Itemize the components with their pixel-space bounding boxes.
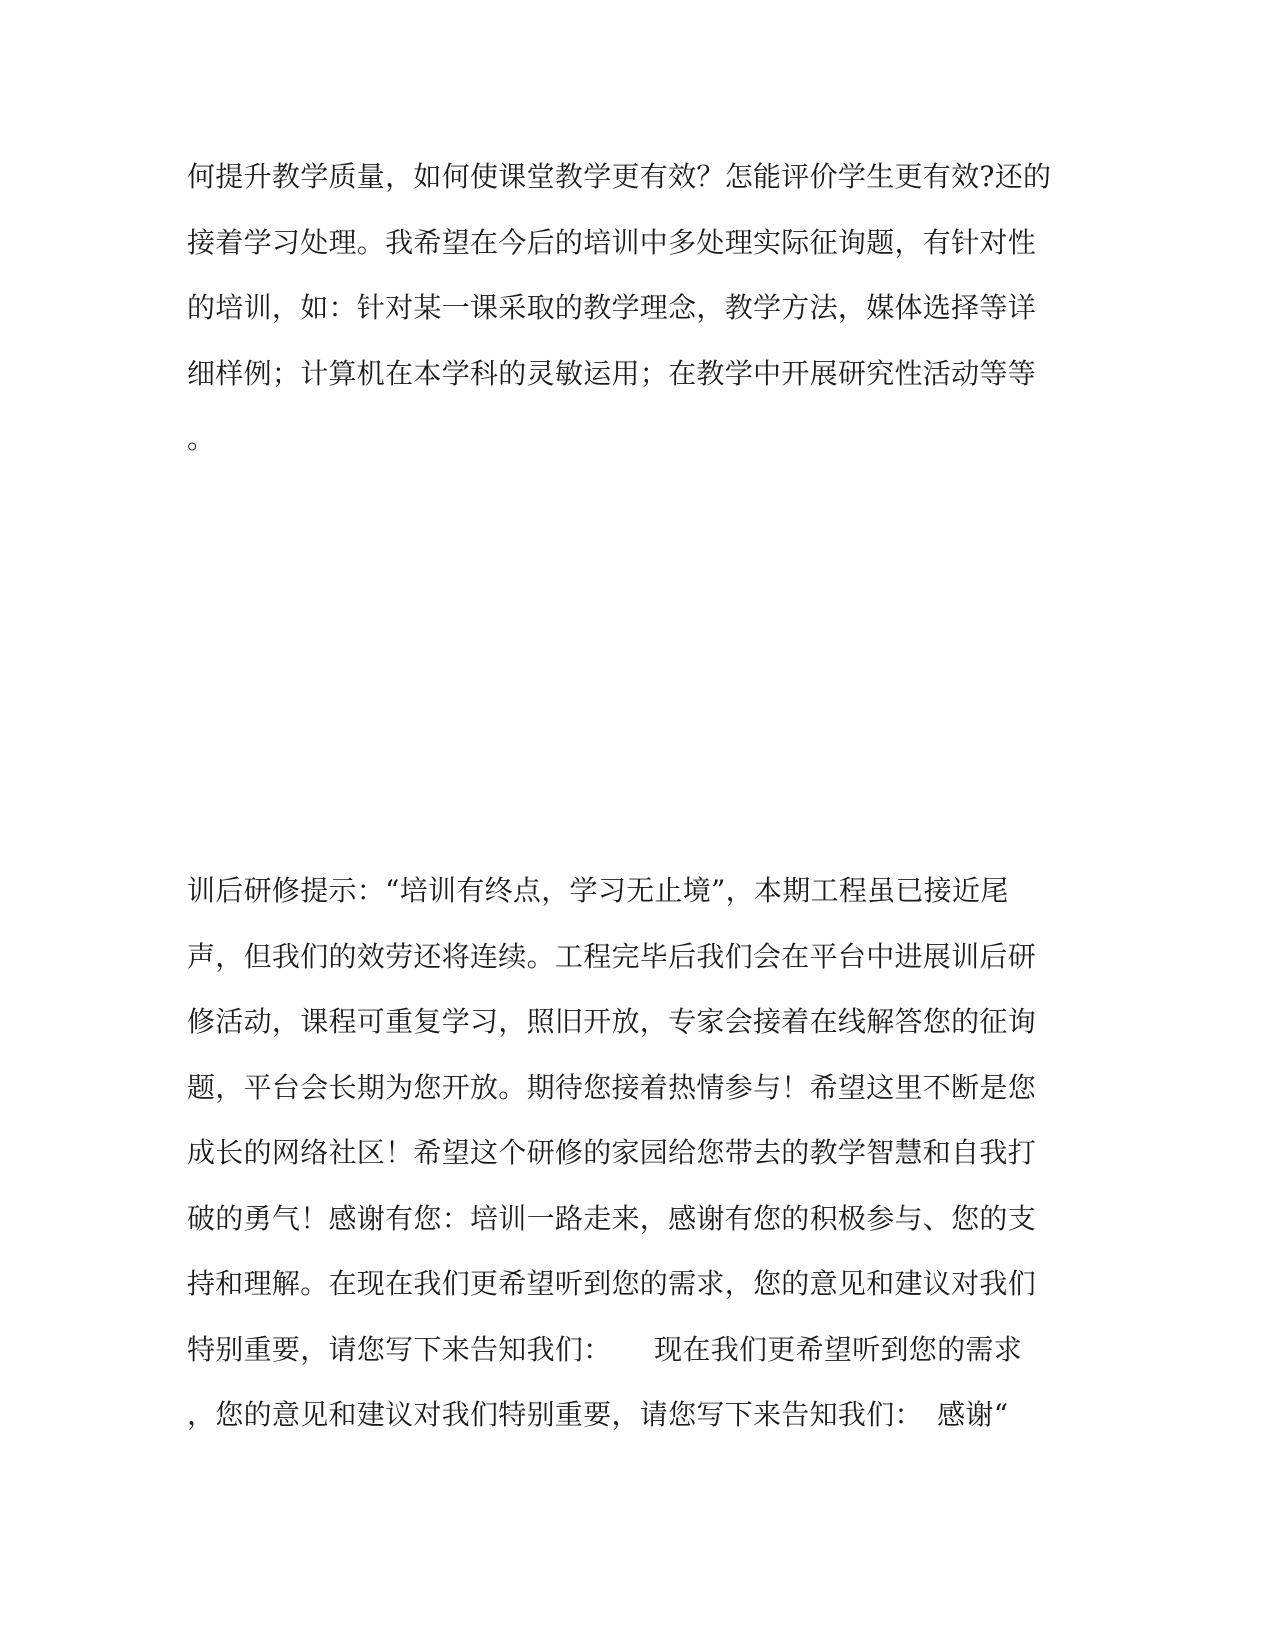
- text-line: 修活动，课程可重复学习，照旧开放，专家会接着在线解答您的征询: [187, 1005, 1037, 1038]
- text-line: 特别重要，请您写下来告知我们： 现在我们更希望听到您的需求: [187, 1332, 1023, 1366]
- text-line: 声，但我们的效劳还将连续。工程完毕后我们会在平台中进展训后研: [187, 939, 1037, 973]
- text-line: 。: [187, 422, 216, 455]
- paragraph-post-training-tips: [187, 871, 1077, 1461]
- text-line: 细样例；计算机在本学科的灵敏运用；在教学中开展研究性活动等等: [187, 356, 1037, 390]
- text-line: 题，平台会长期为您开放。期待您接着热情参与！希望这里不断是您: [187, 1070, 1037, 1104]
- text-line: 何提升教学质量，如何使课堂教学更有效？怎能评价学生更有效?还的: [187, 160, 1052, 193]
- text-line: 的培训，如：针对某一课采取的教学理念，教学方法，媒体选择等详: [187, 291, 1037, 324]
- text-line: 训后研修提示：“培训有终点，学习无止境”，本期工程虽已接近尾: [187, 874, 1009, 907]
- paragraph-teaching-quality: [187, 157, 1077, 485]
- text-line: ，您的意见和建议对我们特别重要，请您写下来告知我们： 感谢“: [187, 1398, 1009, 1431]
- text-line: 接着学习处理。我希望在今后的培训中多处理实际征询题，有针对性: [187, 225, 1037, 259]
- text-line: 成长的网络社区！希望这个研修的家园给您带去的教学智慧和自我打: [187, 1136, 1037, 1169]
- text-line: 破的勇气！感谢有您：培训一路走来，感谢有您的积极参与、您的支: [187, 1201, 1037, 1235]
- text-line: 持和理解。在现在我们更希望听到您的需求，您的意见和建议对我们: [187, 1267, 1037, 1300]
